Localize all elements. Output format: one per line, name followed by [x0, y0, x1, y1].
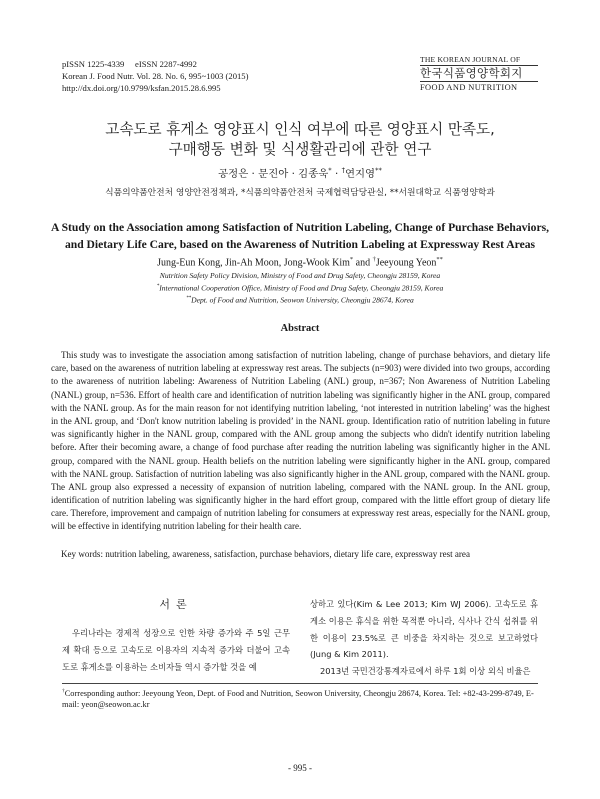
abstract-heading: Abstract — [280, 323, 320, 334]
intro-right-column-para2: 2013년 국민건강통계자료에서 하루 1회 이상 외식 비율은 — [320, 666, 531, 676]
journal-name-bottom: FOOD AND NUTRITION — [420, 81, 538, 92]
intro-right-column: 상하고 있다(Kim & Lee 2013; Kim WJ 2006). 고속도로 휴게소 이용은 휴식을 위한 목적뿐 아니라, 식사나 간식 섭취를 위한 이용이 23.5%로 큰 비중을 차지하는 것으로 보고하였다(Jung & Kim 2011). — [310, 599, 538, 660]
page-number: - 995 - — [288, 763, 312, 773]
doi-link[interactable]: http://dx.doi.org/10.9799/ksfan.2015.28.6.995 — [62, 83, 221, 93]
issn-line: pISSN 1225-4339 eISSN 2287-4992 — [62, 59, 197, 69]
citation-line: Korean J. Food Nutr. Vol. 28. No. 6, 995~1003 (2015) — [62, 71, 249, 81]
journal-name-top: THE KOREAN JOURNAL OF — [420, 55, 538, 66]
abstract-text: This study was to investigate the association among satisfaction of nutrition labeling, change of purchase behaviors, and dietary life care, based on the awareness of nutrition labeling at expressway rest areas. The subjects (n=903) were divided into two groups, according to the awareness of nutrition labeling: Awareness of Nutrition Labeling (ANL) group, n=367; Non Awareness of Nutrition Labeling (NANL) group, n=536. Effort of health care and identification of nutrition labeling was significantly higher in the ANL group, compared with the NANL group. As for the main reason for not identifying nutrition labeling, ‘not interested in nutrition labeling’ was the highest in the ANL group, and ‘Don't know nutrition labeling is provided’ in the NANL group. Identification ratio of nutrition labeling in future was significantly higher in the NANL group, compared with the ANL group among the subjects who didn't identify nutrition labeling before. After their becoming aware, a change of food purchase after reading the nutrition labeling was significantly higher in the ANL group, compared with the NANL group. Health beliefs on the nutrition labeling were significantly higher in the ANL group, compared with the NANL group. Satisfaction of nutrition labeling was also significantly higher in the ANL group, compared with the NANL group. The ANL group also expressed a necessity of expansion of nutrition labeling, compared with the NANL group. In the ANL group, identification of nutrition labeling was significantly higher in the hard effort group, compared with the little effort group of dietary life care. Therefore, improvement and campaign of nutrition labeling for consumers at expressway rest areas, especially for the NANL group, will be effective in identifying nutrition labeling for their health care. — [51, 350, 550, 532]
english-authors: Jung-Eun Kong, Jin-Ah Moon, Jong-Wook Kim* and †Jeeyoung Yeon** — [157, 256, 443, 269]
affiliation-3: **Dept. of Food and Nutrition, Seowon University, Cheongju 28674, Korea — [186, 295, 414, 305]
english-title-line2: and Dietary Life Care, based on the Awareness of Nutrition Labeling at Expressway Rest Areas — [64, 238, 536, 251]
korean-title-line1: 고속도로 휴게소 영양표시 인식 여부에 따른 영양표시 만족도, — [105, 121, 495, 138]
journal-info — [62, 58, 248, 94]
keywords: Key words: nutrition labeling, awareness, satisfaction, purchase behaviors, dietary life care, expressway rest area — [61, 549, 470, 559]
journal-logo — [420, 55, 538, 92]
footnote-divider — [62, 683, 538, 684]
affiliation-2: *International Cooperation Office, Ministry of Food and Drug Safety, Cheongju 28159, Korea — [156, 283, 444, 293]
korean-affiliations: 식품의약품안전처 영양안전정책과, *식품의약품안전처 국제협력담당관실, **서원대학교 식품영양학과 — [105, 188, 495, 198]
journal-name-korean: 한국식품영양학회지 — [420, 66, 523, 80]
english-title — [30, 219, 570, 253]
english-title-line1: A Study on the Association among Satisfaction of Nutrition Labeling, Change of Purchase Behaviors, — [50, 221, 550, 234]
korean-authors: 공정은 · 문진아 · 김종욱* · †연지영** — [218, 166, 382, 180]
affiliation-1: Nutrition Safety Policy Division, Ministry of Food and Drug Safety, Cheongju 28159, Korea — [159, 271, 441, 280]
intro-heading: 서론 — [159, 598, 193, 611]
corresponding-author-footnote: †Corresponding author: Jeeyoung Yeon, Dept. of Food and Nutrition, Seowon University, Cheongju 28674, Korea. Tel: +82-43-299-8749, E-mail: yeon@seowon.ac.kr — [62, 688, 534, 710]
korean-title-line2: 구매행동 변화 및 식생활관리에 관한 연구 — [168, 141, 432, 158]
english-affiliations — [40, 271, 560, 306]
korean-title — [40, 120, 560, 160]
intro-left-column: 우리나라는 경제적 성장으로 인한 차량 증가와 주 5일 근무제 확대 등으로 고속도로 이용자의 지속적 증가와 더불어 고속도로 휴게소를 이용하는 소비자들 역시 증가할 것을 예 — [62, 628, 290, 672]
